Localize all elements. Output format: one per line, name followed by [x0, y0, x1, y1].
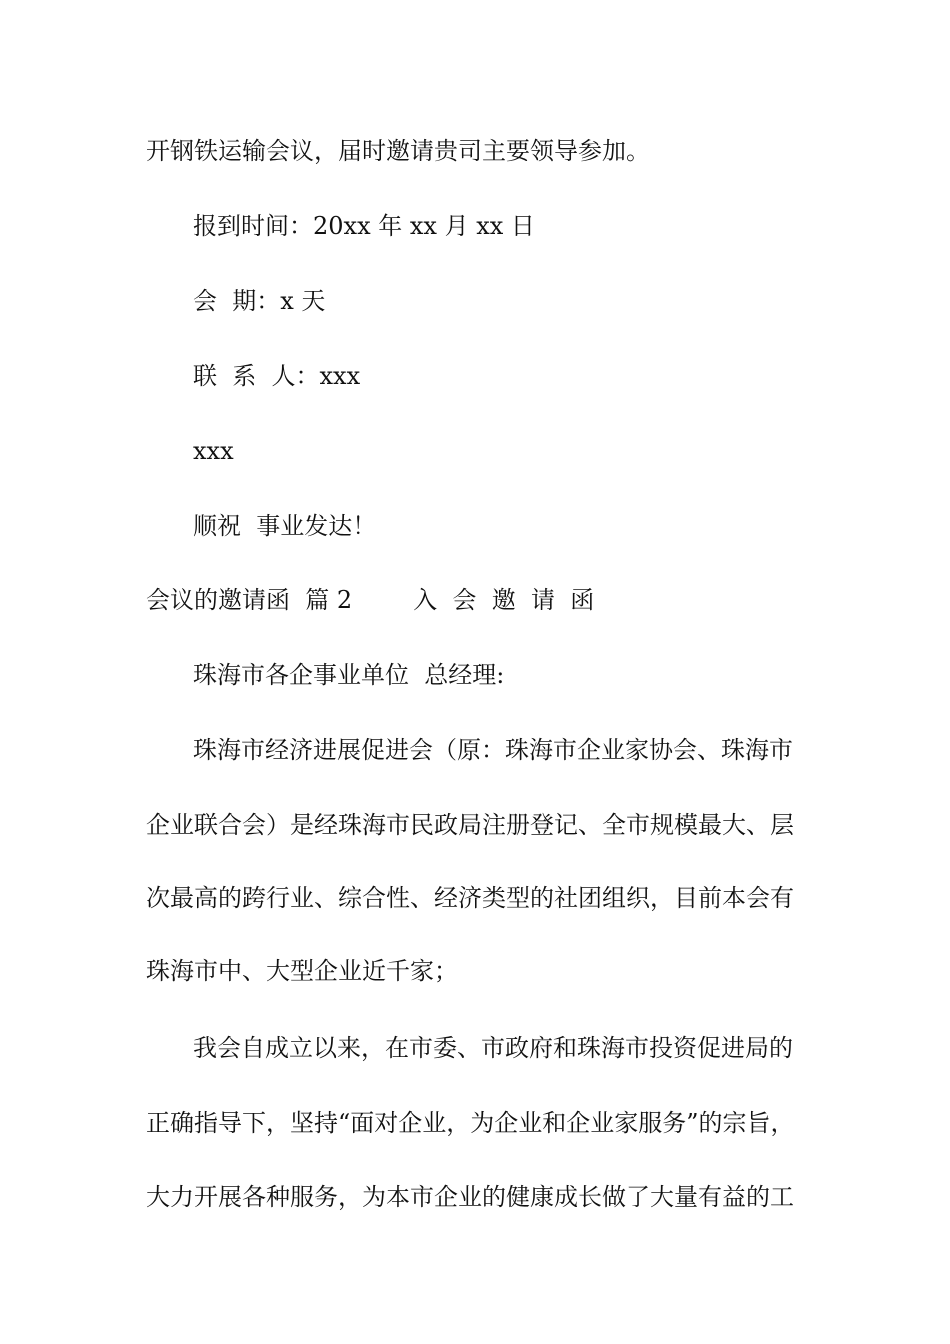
section-heading: 会议的邀请函 篇 2 入 会 邀 请 函: [146, 586, 595, 614]
text-line: 联 系 人：xxx: [193, 362, 361, 390]
text-line: 开钢铁运输会议，届时邀请贵司主要领导参加。: [146, 137, 650, 165]
text-line: 我会自成立以来，在市委、市政府和珠海市投资促进局的: [193, 1034, 793, 1062]
text-line: 珠海市中、大型企业近千家；: [146, 957, 458, 985]
text-line: 企业联合会）是经珠海市民政局注册登记、全市规模最大、层: [146, 811, 794, 839]
text-line: 会 期：x 天: [193, 287, 326, 315]
text-line: 报到时间：20xx 年 xx 月 xx 日: [193, 212, 535, 240]
text-line: 珠海市经济进展促进会（原：珠海市企业家协会、珠海市: [193, 736, 793, 764]
text-line: 顺祝 事业发达！: [193, 512, 377, 540]
text-line: 珠海市各企事业单位 总经理:: [193, 661, 505, 689]
text-line: 大力开展各种服务，为本市企业的健康成长做了大量有益的工: [146, 1183, 794, 1211]
text-line: xxx: [193, 437, 234, 465]
text-line: 次最高的跨行业、综合性、经济类型的社团组织，目前本会有: [146, 884, 794, 912]
text-line: 正确指导下，坚持“面对企业，为企业和企业家服务”的宗旨，: [146, 1109, 795, 1137]
